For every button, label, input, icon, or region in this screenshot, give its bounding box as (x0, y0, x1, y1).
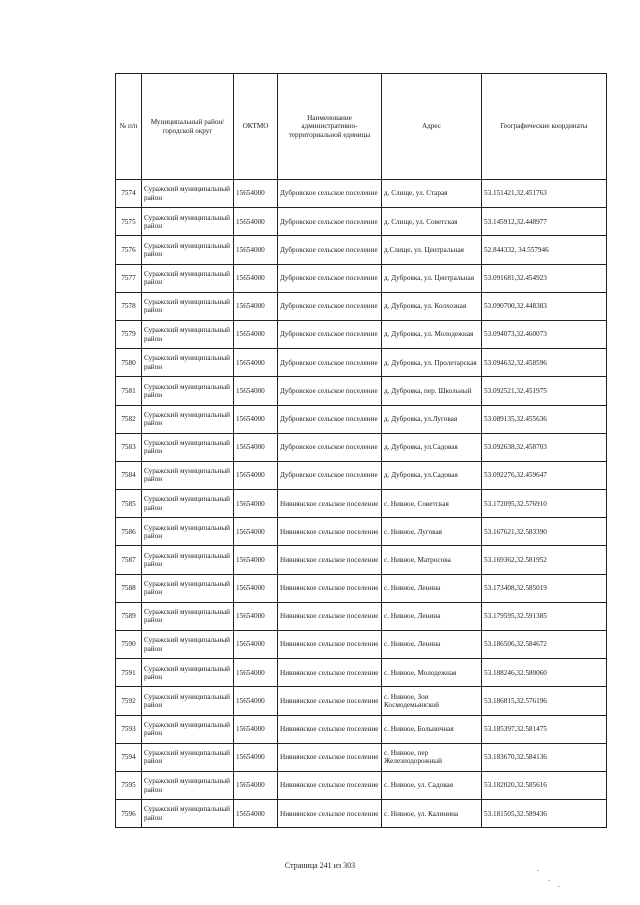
header-coords: Географические координаты (482, 74, 607, 180)
cell-num: 7582 (116, 405, 142, 433)
cell-district: Суражский муниципальный район (142, 602, 234, 630)
cell-num: 7584 (116, 461, 142, 489)
cell-address: д. Дубровка, ул. Колхозная (382, 292, 482, 320)
cell-coords: 53.089135,32.455636 (482, 405, 607, 433)
cell-num: 7580 (116, 349, 142, 377)
cell-address: с. Нивное, Советская (382, 490, 482, 518)
cell-num: 7590 (116, 631, 142, 659)
table-row (116, 264, 607, 292)
cell-unit: Дубровское сельское поселение (278, 377, 382, 405)
cell-district: Суражский муниципальный район (142, 771, 234, 799)
cell-oktmo: 15654000 (234, 602, 278, 630)
table-row (116, 800, 607, 828)
cell-address: д. Дубровка, ул.Садовая (382, 461, 482, 489)
cell-address: с. Нивное, Ленина (382, 631, 482, 659)
cell-district: Суражский муниципальный район (142, 743, 234, 771)
cell-coords: 53.183670,32.584136 (482, 743, 607, 771)
cell-coords: 53.185397,32.581475 (482, 715, 607, 743)
cell-unit: Нивнянское сельское поселение (278, 743, 382, 771)
cell-oktmo: 15654000 (234, 715, 278, 743)
cell-coords: 53.186815,32.576196 (482, 687, 607, 715)
cell-num: 7578 (116, 292, 142, 320)
cell-oktmo: 15654000 (234, 518, 278, 546)
cell-address: с. Нивное, Молодежная (382, 659, 482, 687)
table-row (116, 687, 607, 715)
cell-district: Суражский муниципальный район (142, 687, 234, 715)
cell-coords: 53.145912,32.448977 (482, 208, 607, 236)
cell-unit: Нивнянское сельское поселение (278, 659, 382, 687)
cell-coords: 53.182020,32.585616 (482, 771, 607, 799)
cell-oktmo: 15654000 (234, 461, 278, 489)
cell-unit: Дубровское сельское поселение (278, 236, 382, 264)
cell-oktmo: 15654000 (234, 771, 278, 799)
table-row (116, 433, 607, 461)
cell-num: 7593 (116, 715, 142, 743)
header-district: Муниципальный район/городской округ (142, 74, 234, 180)
table-row (116, 377, 607, 405)
cell-num: 7579 (116, 320, 142, 348)
cell-unit: Дубровское сельское поселение (278, 433, 382, 461)
cell-district: Суражский муниципальный район (142, 377, 234, 405)
cell-address: с. Нивное, Ленина (382, 574, 482, 602)
scan-speck (537, 870, 539, 871)
table-row (116, 461, 607, 489)
cell-num: 7587 (116, 546, 142, 574)
cell-district: Суражский муниципальный район (142, 236, 234, 264)
header-unit: Наименование административно-территориальной единицы (278, 74, 382, 180)
table-row (116, 208, 607, 236)
cell-district: Суражский муниципальный район (142, 715, 234, 743)
cell-unit: Дубровское сельское поселение (278, 292, 382, 320)
cell-num: 7591 (116, 659, 142, 687)
cell-unit: Нивнянское сельское поселение (278, 771, 382, 799)
cell-address: д. Дубровка, ул.Луговая (382, 405, 482, 433)
cell-district: Суражский муниципальный район (142, 631, 234, 659)
cell-oktmo: 15654000 (234, 292, 278, 320)
table-row (116, 546, 607, 574)
table-row (116, 236, 607, 264)
cell-district: Суражский муниципальный район (142, 320, 234, 348)
table-row (116, 602, 607, 630)
table-row (116, 180, 607, 208)
cell-district: Суражский муниципальный район (142, 292, 234, 320)
cell-coords: 52.844332, 34.557946 (482, 236, 607, 264)
page-number: Страница 241 из 303 (284, 861, 356, 870)
data-table (115, 73, 607, 828)
scan-speck (558, 886, 560, 887)
cell-unit: Нивнянское сельское поселение (278, 490, 382, 518)
cell-num: 7575 (116, 208, 142, 236)
table-row (116, 574, 607, 602)
table-header-row (116, 74, 607, 180)
cell-num: 7592 (116, 687, 142, 715)
cell-oktmo: 15654000 (234, 208, 278, 236)
cell-address: д. Дубровка, ул. Центральная (382, 264, 482, 292)
cell-coords: 53.094632,32.458596 (482, 349, 607, 377)
cell-coords: 53.181505,32.589436 (482, 800, 607, 828)
cell-oktmo: 15654000 (234, 546, 278, 574)
cell-address: д. Дубровка, ул. Молодежная (382, 320, 482, 348)
cell-district: Суражский муниципальный район (142, 208, 234, 236)
cell-district: Суражский муниципальный район (142, 405, 234, 433)
cell-coords: 53.186506,32.584672 (482, 631, 607, 659)
cell-oktmo: 15654000 (234, 180, 278, 208)
header-num: № п/п (116, 74, 142, 180)
cell-district: Суражский муниципальный район (142, 659, 234, 687)
cell-unit: Нивнянское сельское поселение (278, 800, 382, 828)
cell-coords: 53.167621,32.583390 (482, 518, 607, 546)
cell-coords: 53.092638,32.458703 (482, 433, 607, 461)
cell-address: с. Нивное, ул. Садовая (382, 771, 482, 799)
table-row (116, 659, 607, 687)
cell-coords: 53.151421,32.451763 (482, 180, 607, 208)
cell-unit: Дубровское сельское поселение (278, 208, 382, 236)
table-row (116, 518, 607, 546)
cell-coords: 53.092521,32.451975 (482, 377, 607, 405)
cell-coords: 53.169362,32.581952 (482, 546, 607, 574)
cell-oktmo: 15654000 (234, 377, 278, 405)
cell-coords: 53.179595,32.591385 (482, 602, 607, 630)
cell-num: 7586 (116, 518, 142, 546)
cell-address: с. Нивное, ул. Калинина (382, 800, 482, 828)
cell-district: Суражский муниципальный район (142, 800, 234, 828)
table-row (116, 715, 607, 743)
cell-unit: Дубровское сельское поселение (278, 320, 382, 348)
cell-address: д. Дубровка, ул. Пролетарская (382, 349, 482, 377)
cell-oktmo: 15654000 (234, 236, 278, 264)
table-row (116, 631, 607, 659)
cell-unit: Дубровское сельское поселение (278, 461, 382, 489)
cell-oktmo: 15654000 (234, 349, 278, 377)
table-row (116, 320, 607, 348)
cell-unit: Нивнянское сельское поселение (278, 631, 382, 659)
cell-address: с. Нивное, Больничная (382, 715, 482, 743)
cell-coords: 53.173408,32.585019 (482, 574, 607, 602)
cell-oktmo: 15654000 (234, 687, 278, 715)
table-body (116, 180, 607, 828)
cell-unit: Нивнянское сельское поселение (278, 546, 382, 574)
cell-num: 7588 (116, 574, 142, 602)
cell-address: с. Нивное, Матросова (382, 546, 482, 574)
cell-coords: 53.091681,32.454923 (482, 264, 607, 292)
cell-num: 7596 (116, 800, 142, 828)
cell-num: 7574 (116, 180, 142, 208)
cell-oktmo: 15654000 (234, 743, 278, 771)
cell-unit: Нивнянское сельское поселение (278, 687, 382, 715)
cell-oktmo: 15654000 (234, 574, 278, 602)
cell-oktmo: 15654000 (234, 659, 278, 687)
cell-address: д. Дубровка, пер. Школьный (382, 377, 482, 405)
cell-district: Суражский муниципальный район (142, 433, 234, 461)
cell-address: с. Нивное, Луговая (382, 518, 482, 546)
scan-speck (548, 880, 550, 881)
cell-num: 7577 (116, 264, 142, 292)
cell-num: 7594 (116, 743, 142, 771)
cell-oktmo: 15654000 (234, 433, 278, 461)
cell-address: д. Дубровка, ул.Садовая (382, 433, 482, 461)
cell-district: Суражский муниципальный район (142, 264, 234, 292)
cell-num: 7583 (116, 433, 142, 461)
cell-unit: Нивнянское сельское поселение (278, 574, 382, 602)
cell-unit: Дубровское сельское поселение (278, 180, 382, 208)
cell-district: Суражский муниципальный район (142, 490, 234, 518)
table-row (116, 405, 607, 433)
cell-coords: 53.188246,32.580060 (482, 659, 607, 687)
cell-oktmo: 15654000 (234, 405, 278, 433)
cell-address: с. Нивное, пер Железнодорожный (382, 743, 482, 771)
cell-coords: 53.172095,32.576910 (482, 490, 607, 518)
header-oktmo: ОКТМО (234, 74, 278, 180)
cell-oktmo: 15654000 (234, 264, 278, 292)
table-row (116, 743, 607, 771)
cell-unit: Дубровское сельское поселение (278, 405, 382, 433)
cell-oktmo: 15654000 (234, 490, 278, 518)
cell-address: с. Нивное, Ленина (382, 602, 482, 630)
cell-coords: 53.090700,32.448383 (482, 292, 607, 320)
cell-address: с. Нивное, Зои Космодемьянской (382, 687, 482, 715)
table-row (116, 292, 607, 320)
cell-num: 7576 (116, 236, 142, 264)
table-row (116, 490, 607, 518)
cell-num: 7589 (116, 602, 142, 630)
cell-oktmo: 15654000 (234, 800, 278, 828)
cell-coords: 53.094073,32.460073 (482, 320, 607, 348)
cell-district: Суражский муниципальный район (142, 349, 234, 377)
cell-district: Суражский муниципальный район (142, 180, 234, 208)
cell-address: д. Слище, ул. Старая (382, 180, 482, 208)
cell-coords: 53.092276,32.459647 (482, 461, 607, 489)
cell-oktmo: 15654000 (234, 631, 278, 659)
table-row (116, 771, 607, 799)
cell-num: 7581 (116, 377, 142, 405)
cell-unit: Дубровское сельское поселение (278, 349, 382, 377)
cell-unit: Дубровское сельское поселение (278, 264, 382, 292)
cell-num: 7585 (116, 490, 142, 518)
header-address: Адрес (382, 74, 482, 180)
cell-district: Суражский муниципальный район (142, 461, 234, 489)
cell-oktmo: 15654000 (234, 320, 278, 348)
cell-num: 7595 (116, 771, 142, 799)
cell-unit: Нивнянское сельское поселение (278, 715, 382, 743)
cell-address: д.Слище, ул. Центральная (382, 236, 482, 264)
cell-district: Суражский муниципальный район (142, 546, 234, 574)
cell-unit: Нивнянское сельское поселение (278, 518, 382, 546)
cell-address: д. Слище, ул. Советская (382, 208, 482, 236)
cell-district: Суражский муниципальный район (142, 518, 234, 546)
cell-unit: Нивнянское сельское поселение (278, 602, 382, 630)
cell-district: Суражский муниципальный район (142, 574, 234, 602)
table-row (116, 349, 607, 377)
